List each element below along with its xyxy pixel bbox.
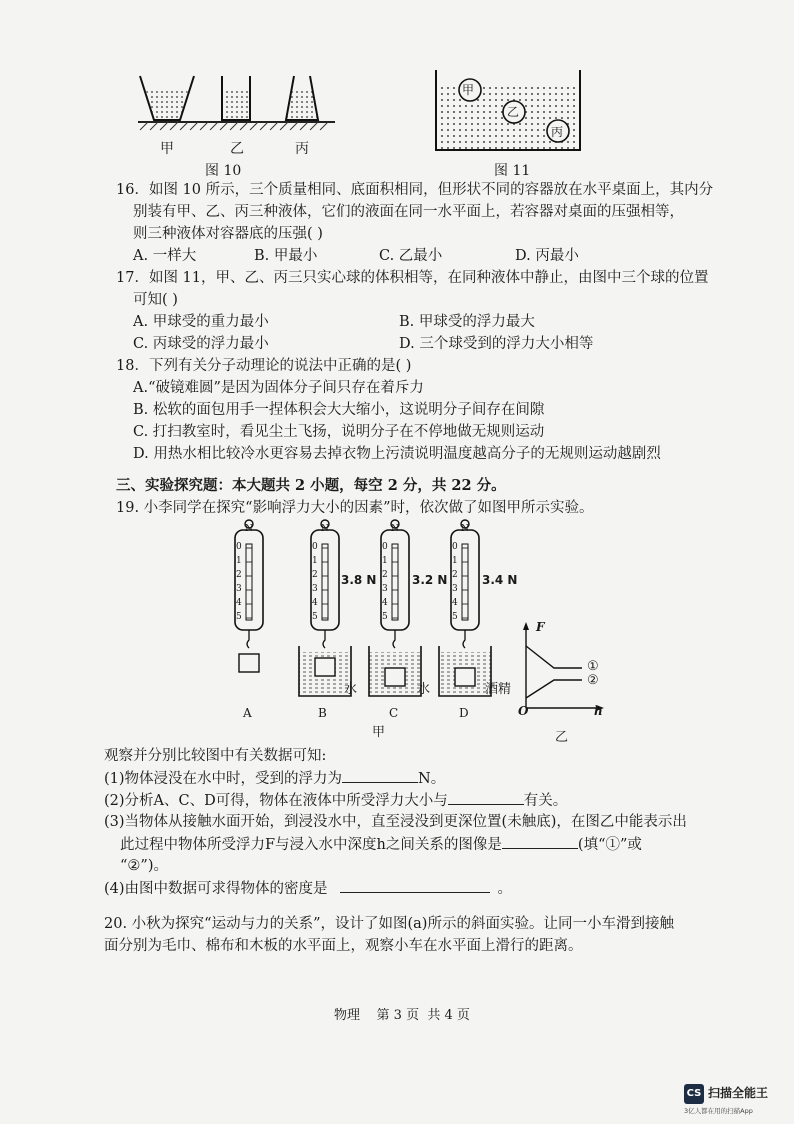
q19-blank-2[interactable] (448, 790, 524, 805)
scale-n-d: N (461, 524, 469, 534)
tick-d-5: 5 (452, 612, 458, 622)
reading-c: 3.2 N (412, 573, 448, 587)
graph-axis-f: F (536, 620, 545, 634)
fig11-ball-yi: 乙 (507, 105, 520, 119)
tick-c-1: 1 (382, 556, 388, 566)
q19-part4-text: (4)由图中数据可求得物体的密度是 (104, 881, 328, 897)
q17-option-c: C. 丙球受的浮力最小 (133, 336, 269, 352)
q19-part1-text: (1)物体浸没在水中时，受到的浮力为 (104, 771, 343, 787)
q20-line1: 20. 小秋为探究“运动与力的关系”，设计了如图(a)所示的斜面实验。让同一小车滑到接触 (104, 916, 674, 932)
q20-line2: 面分别为毛巾、棉布和木板的水平面上，观察小车在水平面上滑行的距离。 (104, 938, 583, 954)
tick-b-0: 0 (312, 542, 318, 552)
reading-d: 3.4 N (482, 573, 518, 587)
reading-b: 3.8 N (341, 573, 377, 587)
q17-option-d: D. 三个球受到的浮力大小相等 (399, 336, 594, 352)
tick-d-4: 4 (452, 598, 458, 608)
q19-part3-line3: “②”)。 (120, 858, 168, 874)
tick-a-3: 3 (236, 584, 242, 594)
q19-part3-text: 此过程中物体所受浮力F与浸入水中深度h之间关系的图像是 (120, 837, 502, 853)
liquid-b: 水 (344, 682, 358, 697)
q17-option-a: A. 甲球受的重力最小 (133, 314, 269, 330)
fig11-ball-jia: 甲 (462, 83, 475, 97)
fig10-label-yi: 乙 (230, 141, 244, 157)
q19-blank-4[interactable] (340, 878, 490, 893)
tick-d-3: 3 (452, 584, 458, 594)
camscanner-name: 扫描全能王 (708, 1086, 769, 1100)
fig-jia-caption: 甲 (372, 725, 386, 740)
tick-d-2: 2 (452, 570, 458, 580)
fig10-label-bing: 丙 (295, 141, 309, 157)
tick-c-3: 3 (382, 584, 388, 594)
fig11-ball-bing: 丙 (551, 125, 564, 139)
page-footer: 物理 第 3 页 共 4 页 (334, 1008, 470, 1023)
tick-c-5: 5 (382, 612, 388, 622)
q19-observe: 观察并分别比较图中有关数据可知: (104, 748, 327, 764)
q18-option-d: D. 用热水相比较冷水更容易去掉衣物上污渍说明温度越高分子的无规则运动越剧烈 (133, 446, 661, 462)
tick-c-4: 4 (382, 598, 388, 608)
tick-d-1: 1 (452, 556, 458, 566)
q19-part2-text: (2)分析A、C、D可得，物体在液体中所受浮力大小与 (104, 793, 448, 809)
q19-blank-3[interactable] (502, 834, 578, 849)
tick-a-2: 2 (236, 570, 242, 580)
scale-n-c: N (391, 524, 399, 534)
liquid-d: 酒精 (485, 682, 512, 697)
scale-n-b: N (321, 524, 329, 534)
q17-line1: 17．如图 11，甲、乙、丙三只实心球的体积相等，在同种液体中静止，由图中三个球的位置 (116, 270, 709, 286)
tick-a-4: 4 (236, 598, 242, 608)
q16-option-d: D. 丙最小 (515, 248, 579, 264)
figure-10 (130, 70, 340, 145)
label-a: A (243, 706, 252, 720)
liquid-c: 水 (417, 682, 431, 697)
fig-yi-caption: 乙 (555, 730, 569, 745)
q19-part2-tail: 有关。 (523, 793, 568, 809)
graph-origin: O (518, 704, 529, 718)
figure-yi-graph (516, 618, 616, 718)
camscanner-tagline: 3亿人都在用的扫描App (684, 1107, 753, 1115)
q19-part1 (104, 768, 445, 789)
q19-part4-tail: 。 (497, 881, 513, 897)
scale-n-a: N (245, 524, 253, 534)
q18-stem: 18．下列有关分子动理论的说法中正确的是( ) (116, 358, 412, 374)
q19-part3-hint: (填“①”或 (577, 837, 642, 853)
q19-blank-1[interactable] (342, 768, 418, 783)
q19-part2 (104, 790, 567, 811)
tick-b-3: 3 (312, 584, 318, 594)
camscanner-logo: CS (684, 1084, 704, 1104)
fig10-caption: 图 10 (205, 163, 242, 179)
q16-line2: 别装有甲、乙、丙三种液体，它们的液面在同一水平面上，若容器对桌面的压强相等， (133, 204, 684, 220)
section-3-heading: 三、实验探究题：本大题共 2 小题，每空 2 分，共 22 分。 (116, 477, 506, 494)
tick-c-0: 0 (382, 542, 388, 552)
tick-b-4: 4 (312, 598, 318, 608)
q16-line3: 则三种液体对容器底的压强( ) (133, 226, 323, 242)
q19-part3-line1: (3)当物体从接触水面开始，到浸没水中，直至浸没到更深位置(未触底)，在图乙中能表示出 (104, 814, 687, 830)
tick-b-2: 2 (312, 570, 318, 580)
graph-curve-2: ② (587, 673, 599, 688)
label-d: D (459, 706, 469, 720)
q19-part3-line2 (120, 834, 642, 855)
tick-a-1: 1 (236, 556, 242, 566)
q18-option-a: A.“破镜难圆”是因为固体分子间只存在着斥力 (133, 380, 424, 396)
q16-option-c: C. 乙最小 (379, 248, 443, 264)
tick-b-5: 5 (312, 612, 318, 622)
q18-option-b: B. 松软的面包用手一捏体积会大大缩小，这说明分子间存在间隙 (133, 402, 545, 418)
q19-part1-unit: N。 (418, 771, 446, 787)
q18-option-c: C. 打扫教室时，看见尘土飞扬，说明分子在不停地做无规则运动 (133, 424, 545, 440)
q19-stem: 19. 小李同学在探究“影响浮力大小的因素”时，依次做了如图甲所示实验。 (116, 500, 594, 516)
tick-c-2: 2 (382, 570, 388, 580)
q16-option-a: A. 一样大 (133, 248, 197, 264)
fig11-caption: 图 11 (494, 163, 531, 179)
label-c: C (389, 706, 399, 720)
q16-line1: 16．如图 10 所示，三个质量相同、底面积相同，但形状不同的容器放在水平桌面上，其内分 (116, 182, 714, 198)
label-b: B (318, 706, 327, 720)
tick-d-0: 0 (452, 542, 458, 552)
q16-option-b: B. 甲最小 (254, 248, 318, 264)
q19-part4 (104, 878, 512, 899)
fig10-label-jia: 甲 (160, 141, 174, 157)
figure-jia-spring-scales (225, 518, 505, 708)
graph-curve-1: ① (587, 659, 599, 674)
tick-b-1: 1 (312, 556, 318, 566)
tick-a-0: 0 (236, 542, 242, 552)
q17-option-b: B. 甲球受的浮力最大 (399, 314, 535, 330)
q17-line2: 可知( ) (133, 292, 178, 308)
graph-axis-h: h (594, 704, 603, 718)
tick-a-5: 5 (236, 612, 242, 622)
